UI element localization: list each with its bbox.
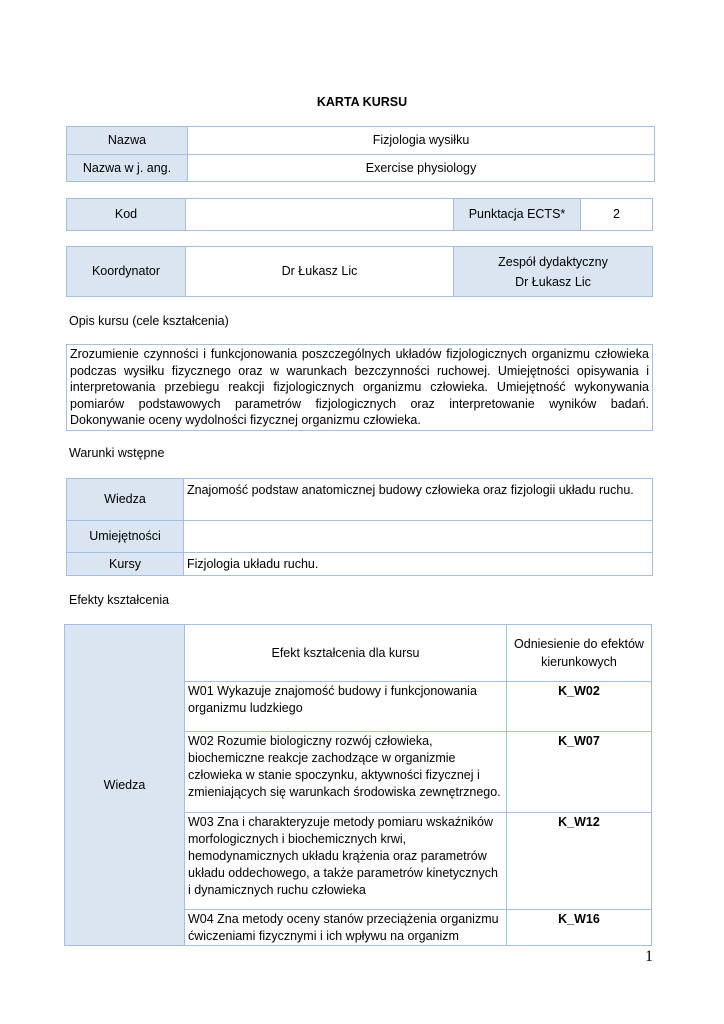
team-cell: [454, 247, 653, 297]
code-label: Kod: [67, 199, 186, 231]
prerequisites-table: [66, 478, 653, 576]
team-value: Dr Łukasz Lic: [515, 274, 591, 289]
ects-value: 2: [581, 199, 653, 231]
prereq-label: Umiejętności: [67, 521, 184, 553]
prerequisites-heading: Warunki wstępne: [69, 446, 165, 460]
name-label: Nazwa: [67, 127, 188, 155]
name-en-label: Nazwa w j. ang.: [67, 155, 188, 182]
outcome-text: W01 Wykazuje znajomość budowy i funkcjonowania organizmu ludzkiego: [185, 682, 507, 732]
prereq-value: Fizjologia układu ruchu.: [184, 553, 653, 576]
outcomes-category: Wiedza: [65, 625, 185, 946]
coordinator-table: [66, 246, 653, 297]
prereq-label: Kursy: [67, 553, 184, 576]
outcome-ref: K_W12: [507, 813, 652, 910]
outcome-text: W04 Zna metody oceny stanów przeciążenia organizmu ćwiczeniami fizycznymi i ich wpływu na organizm: [185, 910, 507, 946]
name-value: Fizjologia wysiłku: [188, 127, 655, 155]
description-text: Zrozumienie czynności i funkcjonowania poszczególnych układów fizjologicznych organizmu człowieka podczas wysiłku fizycznego oraz w warunkach bezczynności ruchowej. Umiejętności opisywania i interpretowania przebiegu reakcji fizjologicznych organizmu człowieka. Umiejętność wykonywania pomiarów podstawowych parametrów fizjologicznych oraz interpretowanie wyników badań. Dokonywanie oceny wydolności fizycznej organizmu człowieka.: [67, 345, 653, 431]
description-heading: Opis kursu (cele kształcenia): [69, 314, 229, 328]
name-en-value: Exercise physiology: [188, 155, 655, 182]
team-label: Zespół dydaktyczny: [498, 254, 608, 269]
outcome-ref: K_W16: [507, 910, 652, 946]
prereq-label: Wiedza: [67, 479, 184, 521]
outcome-text: W02 Rozumie biologiczny rozwój człowieka, biochemiczne reakcje zachodzące w organizmie człowieka w stanie spoczynku, aktywności fizycznej i zmieniających się warunkach środowiska zewnętrznego.: [185, 732, 507, 813]
outcome-text: W03 Zna i charakteryzuje metody pomiaru wskaźników morfologicznych i biochemicznych krwi, hemodynamicznych układu krążenia oraz parametrów układu oddechowego, a także parametrów kinetycznych i dynamicznych ruchu człowieka: [185, 813, 507, 910]
prereq-value: Znajomość podstaw anatomicznej budowy człowieka oraz fizjologii układu ruchu.: [184, 479, 653, 521]
page-number: 1: [645, 948, 653, 965]
outcomes-col-header: Efekt kształcenia dla kursu: [185, 625, 507, 682]
course-name-table: [66, 126, 655, 182]
prereq-value: [184, 521, 653, 553]
outcomes-col-header: Odniesienie do efektów kierunkowych: [507, 625, 652, 682]
outcome-ref: K_W02: [507, 682, 652, 732]
outcome-ref: K_W07: [507, 732, 652, 813]
page-title: KARTA KURSU: [316, 95, 408, 109]
ects-label: Punktacja ECTS*: [454, 199, 581, 231]
outcomes-heading: Efekty kształcenia: [69, 593, 170, 607]
description-table: [66, 344, 653, 431]
coordinator-value: Dr Łukasz Lic: [186, 247, 454, 297]
code-value: [186, 199, 454, 231]
outcomes-table: [64, 624, 652, 946]
coordinator-label: Koordynator: [67, 247, 186, 297]
code-ects-table: [66, 198, 653, 231]
